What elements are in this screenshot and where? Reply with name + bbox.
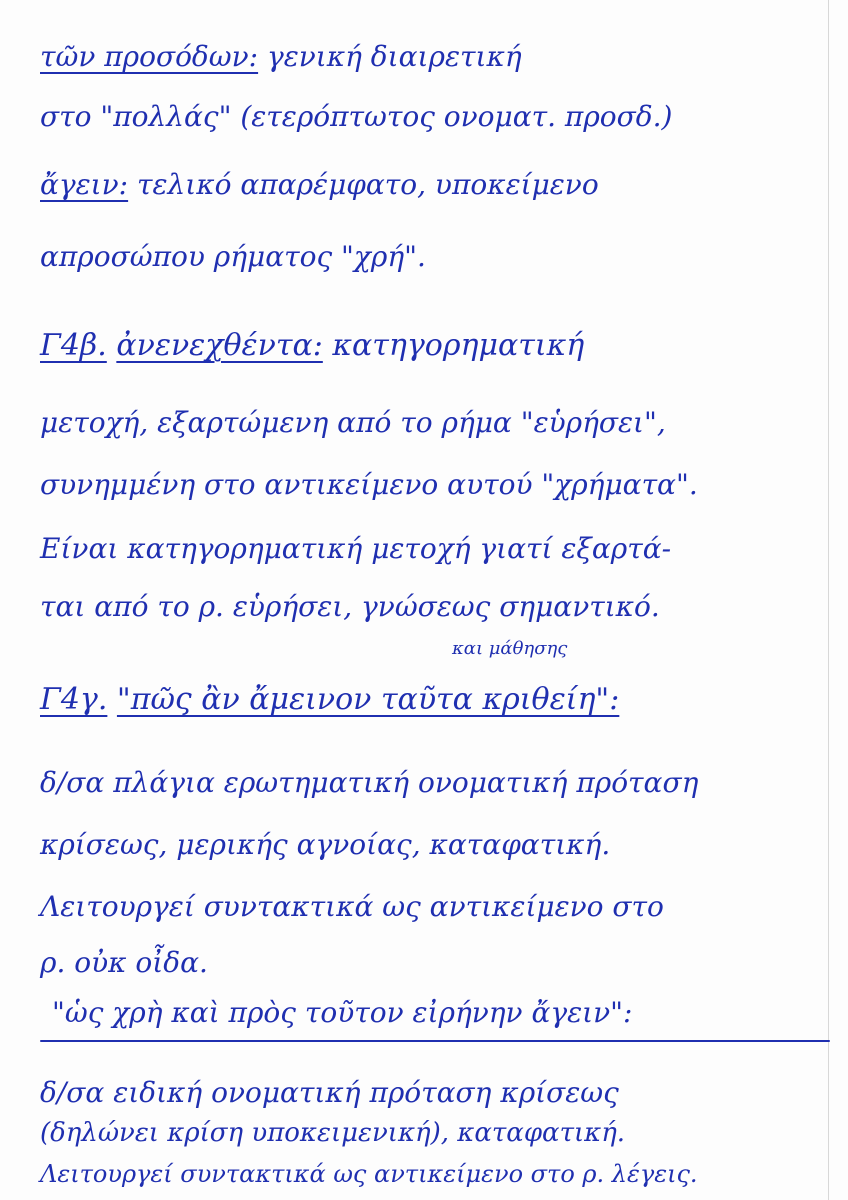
note-line <box>40 828 610 861</box>
note-text: (δηλώνει κρίση υποκειμενική), καταφατική. <box>40 1118 626 1148</box>
note-line <box>52 996 632 1029</box>
note-text: μετοχή, εξαρτώμενη από το ρήμα "εὑρήσει", <box>40 406 666 439</box>
note-text: γενική διαιρετική <box>258 40 522 73</box>
note-text: Είναι κατηγορηματική μετοχή γιατί εξαρτά- <box>40 532 672 565</box>
note-text: στο "πολλάς" (ετερόπτωτος ονοματ. προσδ.) <box>40 100 673 133</box>
note-line <box>40 590 660 623</box>
note-line <box>40 100 672 133</box>
note-text: Λειτουργεί συντακτικά ως αντικείμενο στο ρ. λέγεις. <box>40 1160 698 1188</box>
note-line <box>40 468 698 501</box>
note-text <box>107 682 117 717</box>
note-text: απροσώπου ρήματος "χρή". <box>40 240 426 273</box>
note-text: δ/σα πλάγια ερωτηματική ονοματική πρόταση <box>40 766 699 799</box>
page-edge-line <box>828 0 829 1200</box>
note-text: κρίσεως, μερικής αγνοίας, καταφατική. <box>40 828 611 861</box>
underlined-term: τῶν προσόδων: <box>40 40 259 73</box>
note-line <box>40 1160 698 1188</box>
note-line <box>40 240 426 273</box>
note-text: Λειτουργεί συντακτικά ως αντικείμενο στο <box>40 890 664 923</box>
note-line <box>40 1076 619 1109</box>
note-text: δ/σα ειδική ονοματική πρόταση κρίσεως <box>40 1076 619 1109</box>
underlined-term: Γ4γ. <box>40 682 108 717</box>
note-line <box>40 890 664 923</box>
underlined-term: Γ4β. <box>40 328 107 363</box>
note-line <box>40 766 698 799</box>
note-text: τελικό απαρέμφατο, υποκείμενο <box>128 168 599 201</box>
note-line <box>452 638 567 659</box>
note-text: και μάθησης <box>452 638 568 659</box>
note-line <box>40 328 584 363</box>
section-divider <box>40 1040 830 1042</box>
note-text: "ὡς χρὴ καὶ πρὸς τοῦτον εἰρήνην ἄγειν": <box>52 996 633 1029</box>
note-line <box>40 1118 625 1148</box>
note-line <box>40 406 666 439</box>
note-text: συνημμένη στο αντικείμενο αυτού "χρήματα". <box>40 468 698 501</box>
note-line <box>40 532 671 565</box>
note-line <box>40 168 599 201</box>
underlined-term: ἄγειν: <box>40 168 129 201</box>
underlined-term: "πῶς ἂν ἄμεινον ταῦτα κριθείη": <box>116 682 620 717</box>
underlined-term: ἀνενεχθέντα: <box>116 328 323 363</box>
note-text <box>107 328 117 363</box>
note-line <box>40 40 522 73</box>
note-line <box>40 946 208 979</box>
note-line <box>40 682 619 717</box>
note-text: ρ. οὐκ οἶδα. <box>40 946 208 979</box>
note-text: ται από το ρ. εὑρήσει, γνώσεως σημαντικό. <box>40 590 660 623</box>
note-text: κατηγορηματική <box>322 328 585 363</box>
